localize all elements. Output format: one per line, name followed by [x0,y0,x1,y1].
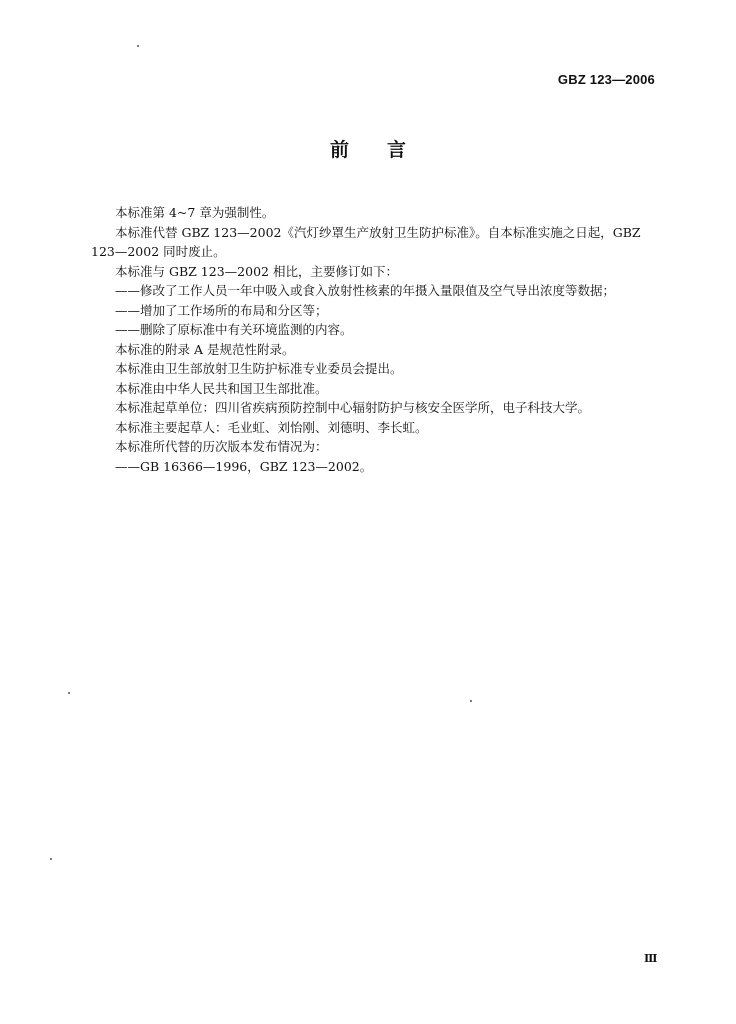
revision-item-3: ——删除了原标准中有关环境监测的内容。 [115,322,353,337]
title-char-2: 言 [387,139,407,161]
preface-body [91,203,660,476]
scan-speck [137,45,139,47]
scan-speck [470,700,472,702]
paragraph-2-continued: 123—2002 同时废止。 [91,244,226,259]
paragraph-2: 本标准代替 GBZ 123—2002《汽灯纱罩生产放射卫生防护标准》。自本标准实施之日起，GBZ [115,224,641,240]
history-item: ——GB 16366—1996，GBZ 123—2002。 [115,458,373,474]
paragraph-proposed: 本标准由卫生部放射卫生防护标准专业委员会提出。 [115,361,403,376]
paragraph-drafting-units: 本标准起草单位：四川省疾病预防控制中心辐射防护与核安全医学所，电子科技大学。 [115,400,591,415]
scan-speck [50,858,52,860]
page-number: Ⅲ [644,953,658,965]
revision-item-2: ——增加了工作场所的布局和分区等； [115,302,328,318]
revision-item-1: ——修改了工作人员一年中吸入或食入放射性核素的年摄入量限值及空气导出浓度等数据； [115,283,616,298]
page-title [0,135,736,162]
paragraph-drafters: 本标准主要起草人：毛业虹、刘怡刚、刘德明、李长虹。 [115,419,428,435]
title-char-1: 前 [329,139,349,161]
standard-code: GBZ 123—2006 [557,72,655,87]
scan-speck [68,692,70,694]
paragraph-approved: 本标准由中华人民共和国卫生部批准。 [115,380,328,396]
paragraph-3: 本标准与 GBZ 123—2002 相比，主要修订如下： [115,263,398,279]
paragraph-1: 本标准第 4~7 章为强制性。 [115,205,275,220]
paragraph-appendix: 本标准的附录 A 是规范性附录。 [115,341,295,357]
paragraph-history: 本标准所代替的历次版本发布情况为： [115,439,328,454]
